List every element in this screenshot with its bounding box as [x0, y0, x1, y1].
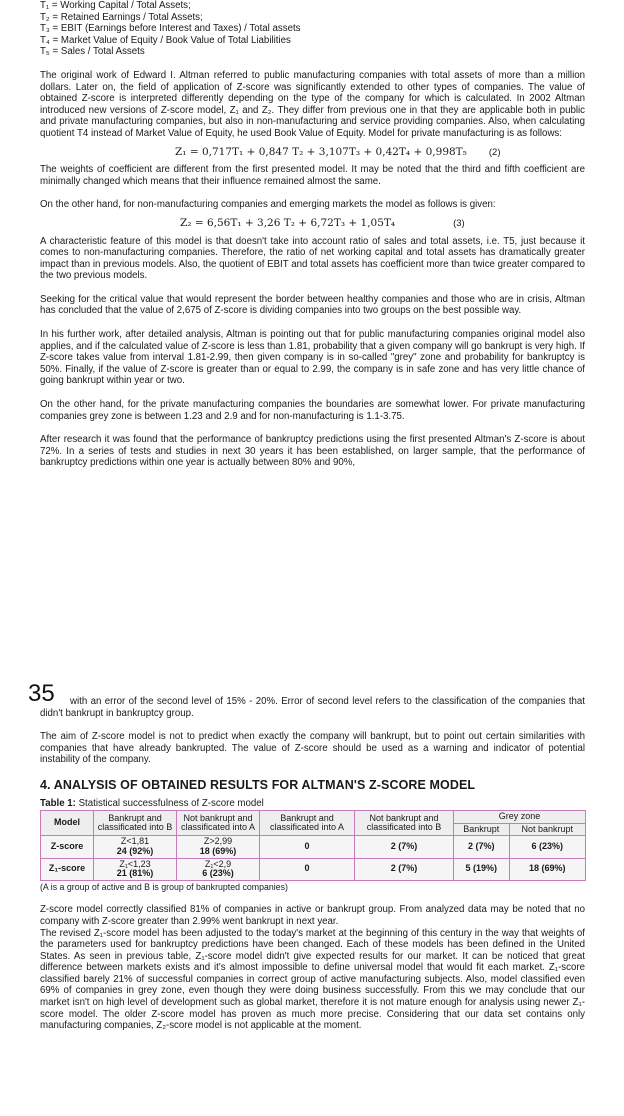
formula-z1-number: (2): [488, 146, 501, 158]
cell-condition: Z₁<2,9: [204, 858, 232, 869]
paragraph-further-work: In his further work, after detailed analysis, Altman is pointing out that for public manufacturing companies original model also applies, and if the calculated value of Z-score is less than 1.81, probability that a given company will go bankrupt is very high. If Z-score takes value from interval 1.81-2.99, then given company is in so-called "grey" zone and probability for bankruptcy is 50%. Finally, if the value of Z-score is greater than or equal to 2.99, the company is in safe zone and has very little chance of going bankrupt within year or two.: [40, 329, 585, 387]
header-grey-bankrupt: Bankrupt: [454, 823, 510, 836]
cell-grey-bankrupt: 5 (19%): [454, 858, 510, 880]
cell-grey-not-bankrupt: 18 (69%): [509, 858, 586, 880]
header-model: Model: [41, 811, 94, 836]
paragraph-revised-model: The revised Z₁-score model has been adjusted to the today's market at the beginning of this century in the way that weights of the parameters used for bankruptcy predictions have been changed. Each of these models has been defined in the United States. As seen in previous table, Z₁-score model didn't give expected results for our market. It can be noticed that great difference between markets exists and it's almost impossible to define universal model that would fit each market. Z₁-score classified barely 21% of successful companies in correct group of active manufacturing subjects. Also, model classified even 69% of companies in grey zone, even though they were doing business successfully. From this we may conclude that our market isn't on high level of development such as global market, therefore it is not mature enough for analysis using newer Z₁-score model. The older Z-score model has proven as much more precise. Considering that our data set contains only manufacturing companies, Z₂-score model is not applicable at the moment.: [40, 927, 585, 1032]
page-number: 35: [28, 680, 55, 707]
cell-bankrupt-b: [94, 836, 177, 858]
header-bankrupt-a: Bankrupt and classificated into A: [260, 811, 355, 836]
second-page-section: [28, 680, 585, 1032]
header-grey-zone: Grey zone: [454, 811, 586, 824]
cell-value: 24 (92%): [116, 845, 154, 856]
cell-condition: Z>2,99: [203, 836, 233, 847]
variable-definitions: [40, 0, 585, 58]
paragraph-error-second-level: with an error of the second level of 15% - 20%. Error of second level refers to the classification of the companies that didn't bankrupt in bankruptcy group.: [40, 696, 585, 719]
paragraph-research: After research it was found that the performance of bankruptcy predictions using the first presented Altman's Z-score is about 72%. In a series of tests and studies in next 30 years it has been established, on larger sample, that the performance of bankruptcy predictions within one year is actually between 80% and 90%,: [40, 434, 585, 469]
cell-bankrupt-b: [94, 858, 177, 880]
cell-grey-not-bankrupt: 6 (23%): [509, 836, 586, 858]
header-grey-not-bankrupt: Not bankrupt: [509, 823, 586, 836]
header-not-bankrupt-b: Not bankrupt and classificated into B: [355, 811, 454, 836]
definition-t2: T₂ = Retained Earnings / Total Assets;: [40, 11, 203, 23]
paragraph-z-score-results: Z-score model correctly classified 81% of companies in active or bankrupt group. From analyzed data may be noted that no company with Z-score greater than 2.99% went bankrupt in next year.: [40, 904, 585, 927]
cell-not-bankrupt-a: [177, 836, 260, 858]
paragraph-altman-original: The original work of Edward I. Altman referred to public manufacturing companies with total assets of more than a million dollars. Later on, the field of application of Z-score was significantly extended to other types of companies. The value of obtained Z-score is interpreted differently depending on the type of the company for which is calculated. In 2002 Altman introduced new versions of Z-score model, Z₁ and Z₂. They differ from previous one in that they are applicable both in public and private manufacturing companies, but also in non-manufacturing and service providing companies. Also, when calculating quotient T4 instead of Market Value of Equity, he used Book Value of Equity. Model for private manufacturing is as follows:: [40, 69, 585, 139]
formula-z2: [40, 218, 585, 230]
formula-z1: [40, 147, 585, 159]
formula-z1-equation: Z₁ = 0,717T₁ + 0,847 T₂ + 3,107T₃ + 0,42T₄ + 0,998T₅: [175, 145, 467, 158]
paragraph-private-boundaries: On the other hand, for the private manufacturing companies the boundaries are somewhat lower. For private manufacturing companies grey zone is between 1.23 and 2.9 and for non-manufacturing is 1.1-3.75.: [40, 399, 585, 422]
table-row: [41, 836, 586, 858]
header-not-bankrupt-a: Not bankrupt and classificated into A: [177, 811, 260, 836]
table-caption-text: Statistical successfulness of Z-score model: [78, 797, 264, 809]
cell-bankrupt-a: 0: [260, 836, 355, 858]
definition-t5: T₅ = Sales / Total Assets: [40, 46, 145, 58]
paragraph-characteristic: A characteristic feature of this model is that doesn't take into account ratio of sales and total assets, i.e. T5, just because it comes to non-manufacturing companies. Therefore, the ratio of net working capital and total assets has dramatically greater impact than in previous models. Also, the quotient of EBIT and total assets has coefficient more than twice greater compared to the two previous models.: [40, 235, 585, 282]
cell-not-bankrupt-b: 2 (7%): [355, 836, 454, 858]
paragraph-critical-value: Seeking for the critical value that would represent the border between healthy companies and those who are in crisis, Altman has concluded that the value of 2,675 of Z-score is dividing companies into two groups on the best possible way.: [40, 293, 585, 317]
cell-model: Z₁-score: [41, 858, 94, 880]
document-page: [28, 0, 585, 1032]
cell-not-bankrupt-b: 2 (7%): [355, 858, 454, 880]
definition-t1: T₁ = Working Capital / Total Assets;: [40, 0, 191, 11]
paragraph-weights: The weights of coefficient are different from the first presented model. It may be noted that the third and fifth coefficient are minimally changed which means that their influence remained almost the same.: [40, 164, 585, 187]
table-caption: [40, 798, 585, 810]
cell-condition: Z₁<1,23: [119, 858, 151, 869]
cell-model: Z-score: [41, 836, 94, 858]
cell-value: 6 (23%): [202, 868, 234, 879]
paragraph-aim: The aim of Z-score model is not to predict when exactly the company will bankrupt, but to point out certain similarities with companies that have already bankrupted. The value of Z-score should be used as a warning and indicator of potential instability of the company.: [40, 731, 585, 766]
section-heading: 4. ANALYSIS OF OBTAINED RESULTS FOR ALTMAN'S Z-SCORE MODEL: [40, 777, 476, 792]
header-bankrupt-b: Bankrupt and classificated into B: [94, 811, 177, 836]
paragraph-non-manufacturing: On the other hand, for non-manufacturing companies and emerging markets the model as follows is given:: [40, 199, 496, 211]
definition-t4: T₄ = Market Value of Equity / Book Value of Total Liabilities: [40, 34, 291, 46]
cell-not-bankrupt-a: [177, 858, 260, 880]
table-caption-label: Table 1:: [40, 797, 76, 809]
cell-grey-bankrupt: 2 (7%): [454, 836, 510, 858]
formula-z2-number: (3): [453, 217, 465, 229]
definition-t3: T₃ = EBIT (Earnings before Interest and Taxes) / Total assets: [40, 23, 301, 35]
cell-value: 21 (81%): [116, 868, 154, 879]
table-note: (A is a group of active and B is group of bankrupted companies): [40, 881, 288, 892]
cell-bankrupt-a: 0: [260, 858, 355, 880]
cell-condition: Z<1,81: [120, 836, 150, 847]
table-row: [41, 858, 586, 880]
cell-value: 18 (69%): [199, 845, 237, 856]
results-table: [40, 810, 586, 881]
formula-z2-equation: Z₂ = 6,56T₁ + 3,26 T₂ + 6,72T₃ + 1,05T₄: [180, 216, 396, 229]
